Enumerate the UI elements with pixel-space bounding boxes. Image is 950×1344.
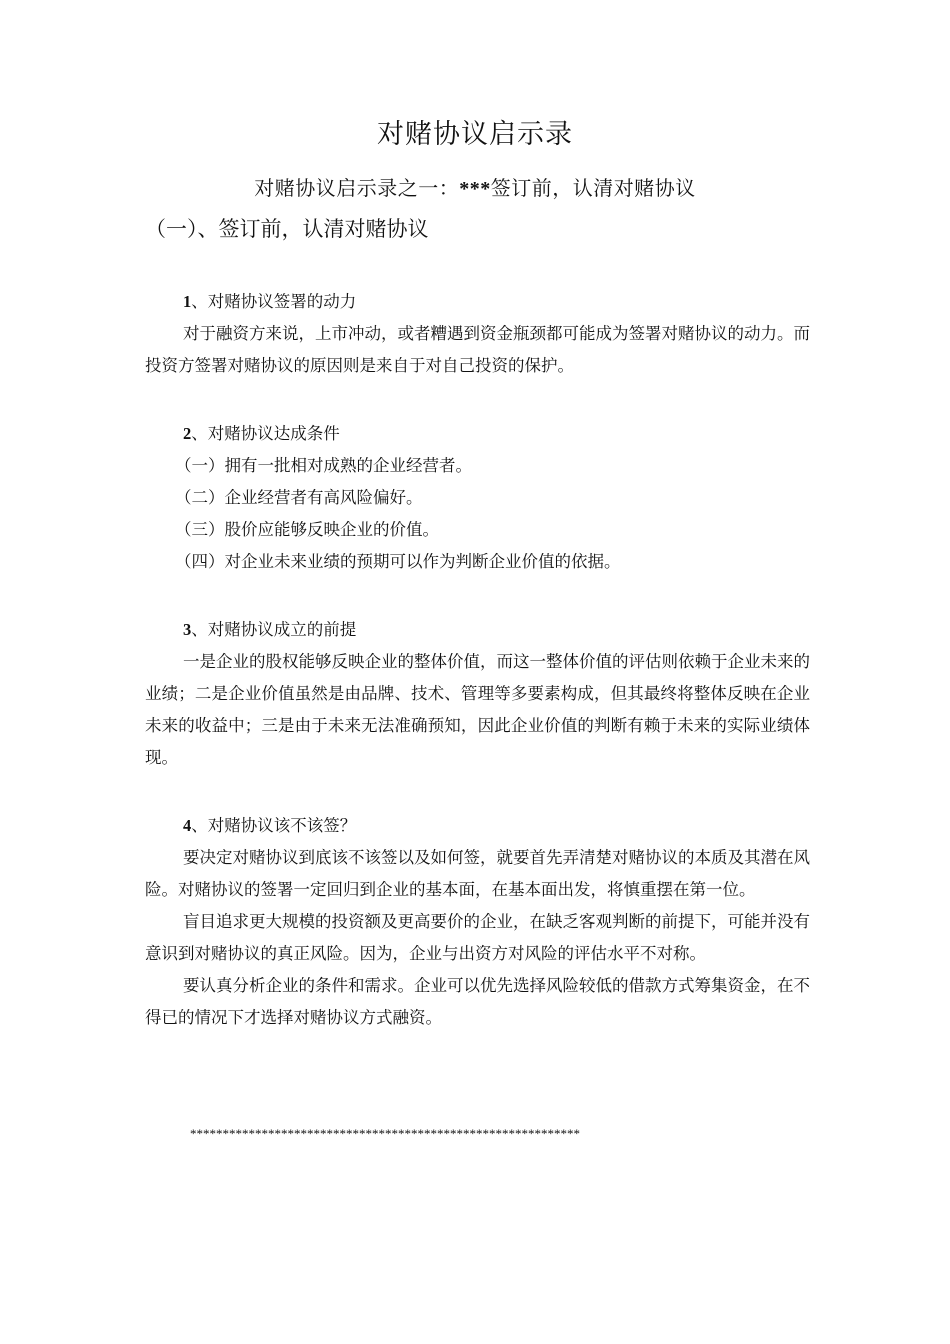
subtitle-prefix: 对赌协议启示录之一： <box>254 176 460 200</box>
paragraph-4-1: 要决定对赌协议到底该不该签以及如何签，就要首先弄清楚对赌协议的本质及其潜在风险。对赌协议的签署一定回归到企业的基本面，在基本面出发，将慎重摆在第一位。 <box>145 848 810 899</box>
paragraph-4-3: 要认真分析企业的条件和需求。企业可以优先选择风险较低的借款方式筹集资金，在不得已的情况下才选择对赌协议方式融资。 <box>145 976 810 1027</box>
spacer <box>145 774 810 810</box>
heading-2-number: 2 <box>183 424 192 443</box>
paragraph-4-2: 盲目追求更大规模的投资额及更高要价的企业，在缺乏客观判断的前提下，可能并没有意识到对赌协议的真正风险。因为，企业与出资方对风险的评估水平不对称。 <box>145 912 810 963</box>
section-heading: （一）、签订前，认清对赌协议 <box>145 217 429 241</box>
document-title: 对赌协议启示录 <box>377 119 573 150</box>
heading-1-number: 1 <box>183 292 192 311</box>
spacer <box>145 578 810 614</box>
heading-3-text: 、对赌协议成立的前提 <box>191 620 357 639</box>
list-item: （四）对企业未来业绩的预期可以作为判断企业价值的依据。 <box>175 552 621 571</box>
list-item: （二）企业经营者有高风险偏好。 <box>175 488 423 507</box>
list-item: （一）拥有一批相对成熟的企业经营者。 <box>175 456 472 475</box>
paragraph-1-1: 对于融资方来说，上市冲动，或者糟遇到资金瓶颈都可能成为签署对赌协议的动力。而投资方签署对赌协议的原因则是来自于对自己投资的保护。 <box>145 324 810 375</box>
subtitle-suffix: 签订前，认清对赌协议 <box>490 176 696 200</box>
heading-4 <box>145 810 810 842</box>
heading-4-text: 、对赌协议该不该签？ <box>191 816 357 835</box>
heading-1-text: 、对赌协议签署的动力 <box>191 292 357 311</box>
heading-3-number: 3 <box>183 620 192 639</box>
document-subtitle <box>0 172 950 201</box>
paragraph-3-1: 一是企业的股权能够反映企业的整体价值，而这一整体价值的评估则依赖于企业未来的业绩；二是企业价值虽然是由品牌、技术、管理等多要素构成，但其最终将整体反映在企业未来的收益中；三是由于未来无法准确预知，因此企业价值的判断有赖于未来的实际业绩体现。 <box>145 652 810 767</box>
list-item: （三）股价应能够反映企业的价值。 <box>175 520 439 539</box>
heading-4-number: 4 <box>183 816 192 835</box>
subtitle-stars: *** <box>459 178 491 200</box>
heading-1 <box>145 286 810 318</box>
document-body <box>145 286 810 1034</box>
heading-2-text: 、对赌协议达成条件 <box>191 424 340 443</box>
spacer <box>145 382 810 418</box>
separator-line: ************************************************************ <box>190 1126 580 1141</box>
heading-3 <box>145 614 810 646</box>
heading-2 <box>145 418 810 450</box>
